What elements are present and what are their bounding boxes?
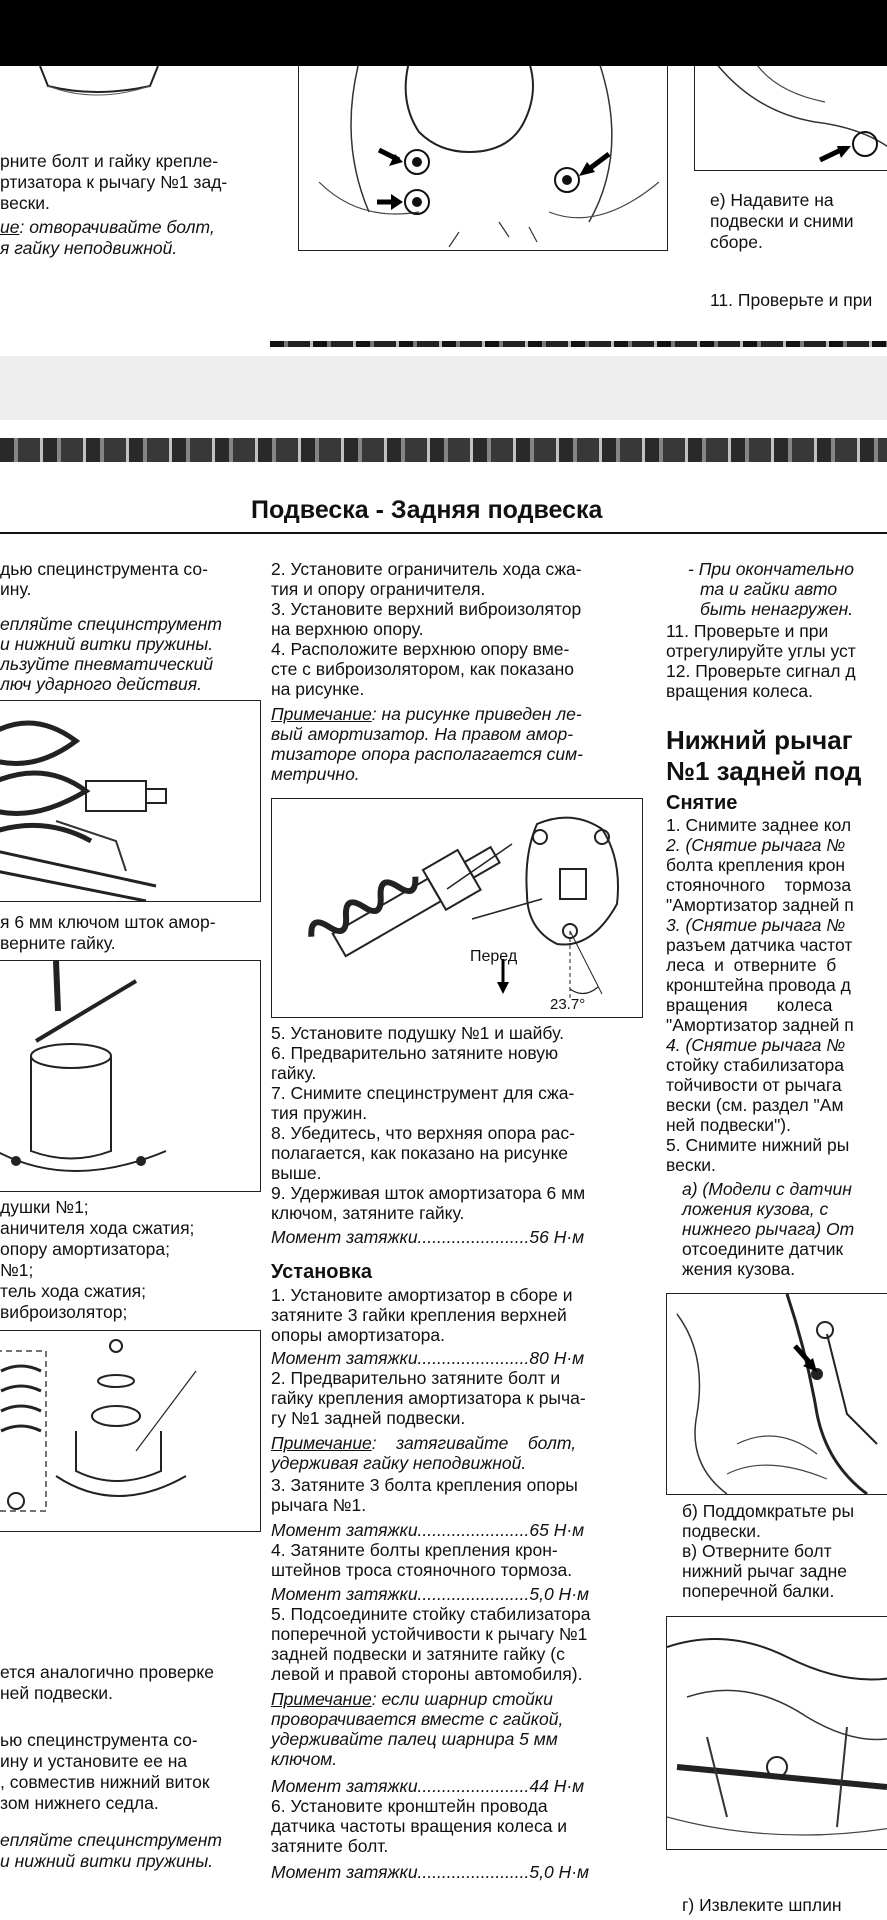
right-b-5: "Амортизатор задней п [666, 895, 854, 915]
left-note-6: и нижний витки пружины. [0, 1851, 214, 1871]
right-last: г) Извлеките шплин [682, 1895, 842, 1915]
wrench-figure [0, 960, 261, 1192]
mid-note-1: Примечание: на рисунке приведен ле- [271, 704, 582, 724]
right-a-2: отрегулируйте углы уст [666, 641, 856, 661]
right-b-18: вески. [666, 1155, 716, 1175]
mid-note3-4: ключом. [271, 1749, 338, 1769]
right-b-3: болта крепления крон [666, 855, 846, 875]
mid-b-9: 9. Удерживая шток амортизатора 6 мм [271, 1183, 586, 1203]
right-c-5: жения кузова. [682, 1259, 796, 1279]
right-b-2: 2. (Снятие рычага № [666, 835, 846, 855]
page-gap [0, 356, 887, 420]
angle-label: 23.7° [550, 996, 586, 1013]
left-list-e: тель хода сжатия; [0, 1281, 146, 1301]
right-a-3: 12. Проверьте сигнал д [666, 661, 856, 681]
right-a-4: вращения колеса. [666, 681, 813, 701]
right-b-12: 4. (Снятие рычага № [666, 1035, 846, 1055]
torque-4: Момент затяжки.......................5,0 Н·м [271, 1584, 590, 1604]
scan-artifact [270, 341, 887, 347]
left-list-b: аничителя хода сжатия; [0, 1218, 195, 1238]
mid-e-1: 3. Затяните 3 болта крепления опоры [271, 1475, 578, 1495]
right-c-1: а) (Модели с датчин [682, 1179, 852, 1199]
spring-figure [0, 700, 261, 902]
mid-b-10: ключом, затяните гайку. [271, 1203, 465, 1223]
mid-note2-2: удерживая гайку неподвижной. [271, 1453, 527, 1473]
shock-figure-fragment [0, 66, 200, 126]
left-line-8: ину и установите ее на [0, 1751, 188, 1771]
right-d-3: в) Отверните болт [682, 1541, 832, 1561]
removal-heading: Снятие [666, 792, 738, 814]
lower-arm-figure [666, 1293, 887, 1495]
top-right-line-3: сборе. [710, 232, 763, 252]
right-b-13: стойку стабилизатора [666, 1055, 845, 1075]
mid-a-1: 2. Установите ограничитель хода сжа- [271, 559, 582, 579]
mid-g-3: задней подвески и затяните гайку (с [271, 1644, 565, 1664]
mid-a-7: на рисунке. [271, 679, 365, 699]
left-line-4: верните гайку. [0, 933, 116, 953]
left-line-1: дью специнструмента со- [0, 559, 208, 579]
mid-c-1: 1. Установите амортизатор в сборе и [271, 1285, 573, 1305]
mid-b-5: тия пружин. [271, 1103, 368, 1123]
mid-h-2: датчика частоты вращения колеса и [271, 1816, 568, 1836]
title-rule [0, 532, 887, 534]
left-line-6: ней подвески. [0, 1683, 113, 1703]
status-bar [0, 0, 887, 66]
mid-b-8: выше. [271, 1163, 322, 1183]
right-b-1: 1. Снимите заднее кол [666, 815, 852, 835]
right-note-3: быть ненагружен. [700, 599, 854, 619]
mid-d-1: 2. Предварительно затяните болт и [271, 1368, 561, 1388]
left-line-5: ется аналогично проверке [0, 1662, 214, 1682]
right-heading-1: Нижний рычаг [666, 725, 853, 755]
mid-h-3: затяните болт. [271, 1836, 389, 1856]
right-b-6: 3. (Снятие рычага № [666, 915, 846, 935]
shock-orientation-figure [271, 798, 643, 1018]
right-d-5: поперечной балки. [682, 1581, 835, 1601]
mid-g-2: поперечной устойчивости к рычагу №1 [271, 1624, 588, 1644]
top-left-note-2: я гайку неподвижной. [0, 238, 178, 258]
top-page-fragment [0, 66, 887, 356]
top-left-line-2: ртизатора к рычагу №1 зад- [0, 172, 228, 192]
right-b-16: ней подвески"). [666, 1115, 791, 1135]
left-list-f: виброизолятор; [0, 1302, 128, 1322]
left-line-7: ью специнструмента со- [0, 1730, 198, 1750]
right-b-17: 5. Снимите нижний ры [666, 1135, 850, 1155]
mid-note-3: тизаторе опора располагается сим- [271, 744, 583, 764]
mid-g-1: 5. Подсоедините стойку стабилизатора [271, 1604, 591, 1624]
exploded-figure [0, 1330, 261, 1532]
mid-b-2: 6. Предварительно затяните новую [271, 1043, 559, 1063]
right-b-7: разъем датчика частот [666, 935, 853, 955]
mid-a-5: 4. Расположите верхнюю опору вме- [271, 639, 570, 659]
crossmember-figure [666, 1616, 887, 1850]
left-list-c: опору амортизатора; [0, 1239, 170, 1259]
mid-note-2: вый амортизатор. На правом амор- [271, 724, 574, 744]
mid-note3-3: удерживайте палец шарнира 5 мм [271, 1729, 558, 1749]
mid-a-4: на верхнюю опору. [271, 619, 424, 639]
left-note-3: льзуйте пневматический [0, 654, 214, 674]
right-c-2: ложения кузова, с [682, 1199, 829, 1219]
mid-d-3: гу №1 задней подвески. [271, 1408, 466, 1428]
left-note-2: и нижний витки пружины. [0, 634, 214, 654]
torque-3: Момент затяжки.......................65 Н·м [271, 1520, 585, 1540]
bolt-figure [298, 66, 668, 251]
torque-1: Момент затяжки.......................56 Н·м [271, 1227, 585, 1247]
main-page [0, 420, 887, 1920]
lever-figure-fragment [694, 66, 887, 171]
mid-a-3: 3. Установите верхний виброизолятор [271, 599, 582, 619]
right-a-1: 11. Проверьте и при [666, 621, 829, 641]
page-title: Подвеска - Задняя подвеска [251, 496, 603, 524]
right-heading-2: №1 задней под [666, 756, 862, 786]
torque-2: Момент затяжки.......................80 Н·м [271, 1348, 585, 1368]
torque-5: Момент затяжки.......................44 Н·м [271, 1776, 585, 1796]
left-note-5: епляйте специнструмент [0, 1830, 222, 1850]
mid-h-1: 6. Установите кронштейн провода [271, 1796, 548, 1816]
right-b-11: "Амортизатор задней п [666, 1015, 854, 1035]
top-left-line-1: рните болт и гайку крепле- [0, 151, 219, 171]
right-b-10: вращения колеса [666, 995, 833, 1015]
top-left-note: ие: отворачивайте болт, [0, 217, 215, 237]
mid-b-3: гайку. [271, 1063, 317, 1083]
right-b-8: леса и отверните б [666, 955, 837, 975]
scan-artifact-top [0, 438, 887, 462]
mid-f-2: штейнов троса стояночного тормоза. [271, 1560, 573, 1580]
mid-b-6: 8. Убедитесь, что верхняя опора рас- [271, 1123, 575, 1143]
right-d-1: б) Поддомкратьте ры [682, 1501, 855, 1521]
left-line-9: , совместив нижний виток [0, 1772, 210, 1792]
right-c-3: нижнего рычага) От [682, 1219, 855, 1239]
install-heading: Установка [271, 1261, 372, 1283]
torque-6: Момент затяжки.......................5,0 Н·м [271, 1862, 590, 1882]
mid-e-2: рычага №1. [271, 1495, 367, 1515]
mid-f-1: 4. Затяните болты крепления крон- [271, 1540, 558, 1560]
top-right-line-11: 11. Проверьте и при [710, 290, 873, 310]
right-b-4: стояночного тормоза [666, 875, 852, 895]
mid-note2-1: Примечание: затягивайте болт, [271, 1433, 577, 1453]
top-left-line-3: вески. [0, 193, 50, 213]
right-note-2: та и гайки авто [700, 579, 838, 599]
left-line-3: я 6 мм ключом шток амор- [0, 912, 216, 932]
right-d-4: нижний рычаг задне [682, 1561, 847, 1581]
mid-c-2: затяните 3 гайки крепления верхней [271, 1305, 567, 1325]
mid-c-3: опоры амортизатора. [271, 1325, 446, 1345]
top-right-line-1: е) Надавите на [710, 190, 834, 210]
left-note-4: люч ударного действия. [0, 674, 202, 694]
mid-note3-2: проворачивается вместе с гайкой, [271, 1709, 564, 1729]
right-d-2: подвески. [682, 1521, 761, 1541]
left-list-d: №1; [0, 1260, 34, 1280]
left-note-1: епляйте специнструмент [0, 614, 222, 634]
mid-b-7: полагается, как показано на рисунке [271, 1143, 569, 1163]
right-note-1: - При окончательно [688, 559, 855, 579]
mid-note-4: метрично. [271, 764, 360, 784]
top-right-line-2: подвески и сними [710, 211, 854, 231]
left-line-2: ину. [0, 579, 32, 599]
mid-a-2: тия и опору ограничителя. [271, 579, 486, 599]
mid-g-4: левой и правой стороны автомобиля). [271, 1664, 583, 1684]
mid-note3-1: Примечание: если шарнир стойки [271, 1689, 553, 1709]
right-c-4: отсоедините датчик [682, 1239, 844, 1259]
right-b-9: кронштейна провода д [666, 975, 851, 995]
front-label: Перед [470, 948, 518, 965]
mid-b-4: 7. Снимите специнструмент для сжа- [271, 1083, 575, 1103]
right-b-14: тойчивости от рычага [666, 1075, 842, 1095]
right-b-15: вески (см. раздел "Ам [666, 1095, 844, 1115]
mid-a-6: сте с виброизолятором, как показано [271, 659, 574, 679]
mid-b-1: 5. Установите подушку №1 и шайбу. [271, 1023, 564, 1043]
left-list-a: душки №1; [0, 1197, 89, 1217]
left-line-10: зом нижнего седла. [0, 1793, 159, 1813]
mid-d-2: гайку крепления амортизатора к рыча- [271, 1388, 586, 1408]
